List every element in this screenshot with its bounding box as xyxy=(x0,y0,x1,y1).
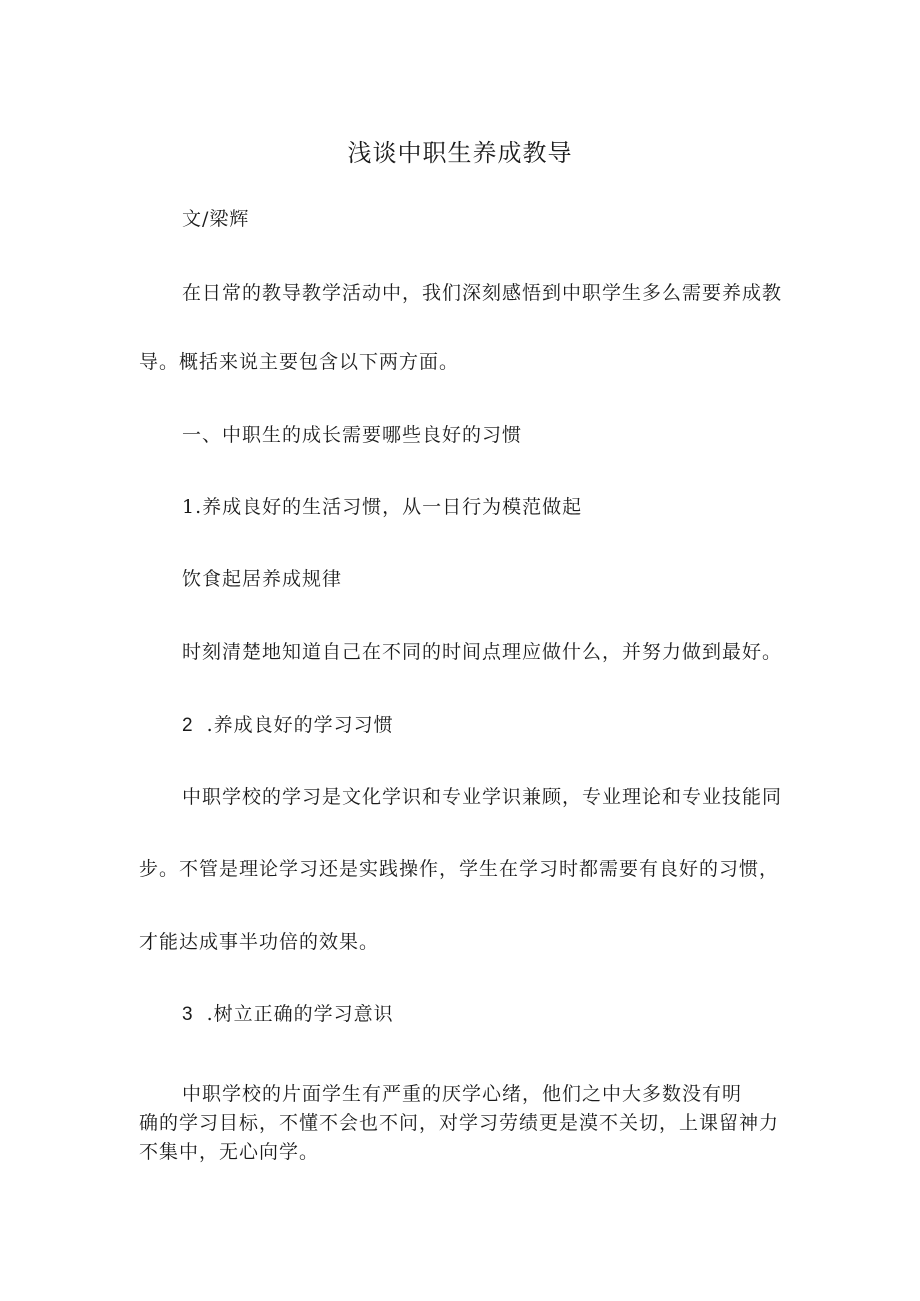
paragraph-line: 确的学习目标，不懂不会也不问，对学习劳绩更是漠不关切，上课留神力 xyxy=(139,1112,780,1134)
subsection-number: 2 xyxy=(182,715,194,736)
paragraph-line: 中职学校的片面学生有严重的厌学心绪，他们之中大多数没有明 xyxy=(182,1083,743,1105)
paragraph-line: 不集中，无心向学。 xyxy=(139,1141,320,1163)
subsection-heading xyxy=(182,1002,394,1027)
subsection-heading: 1.养成良好的生活习惯，从一日行为模范做起 xyxy=(182,496,583,518)
subsection-heading xyxy=(182,713,394,738)
author-line: 文/梁辉 xyxy=(182,208,250,230)
paragraph-line: 饮食起居养成规律 xyxy=(182,568,343,590)
page-title: 浅谈中职生养成教导 xyxy=(347,139,573,167)
paragraph-line: 步。不管是理论学习还是实践操作，学生在学习时都需要有良好的习惯， xyxy=(139,858,780,880)
paragraph-line: 才能达成事半功倍的效果。 xyxy=(139,931,380,953)
paragraph-line: 导。概括来说主要包含以下两方面。 xyxy=(139,351,460,373)
paragraph-line: 时刻清楚地知道自己在不同的时间点理应做什么，并努力做到最好。 xyxy=(182,641,783,663)
subsection-title: .养成良好的学习习惯 xyxy=(206,714,394,736)
subsection-number: 3 xyxy=(182,1004,194,1025)
paragraph-line: 在日常的教导教学活动中，我们深刻感悟到中职学生多么需要养成教 xyxy=(182,282,783,304)
paragraph-line: 中职学校的学习是文化学识和专业学识兼顾，专业理论和专业技能同 xyxy=(182,786,783,808)
subsection-title: .树立正确的学习意识 xyxy=(206,1003,394,1025)
section-heading: 一、中职生的成长需要哪些良好的习惯 xyxy=(182,424,523,446)
